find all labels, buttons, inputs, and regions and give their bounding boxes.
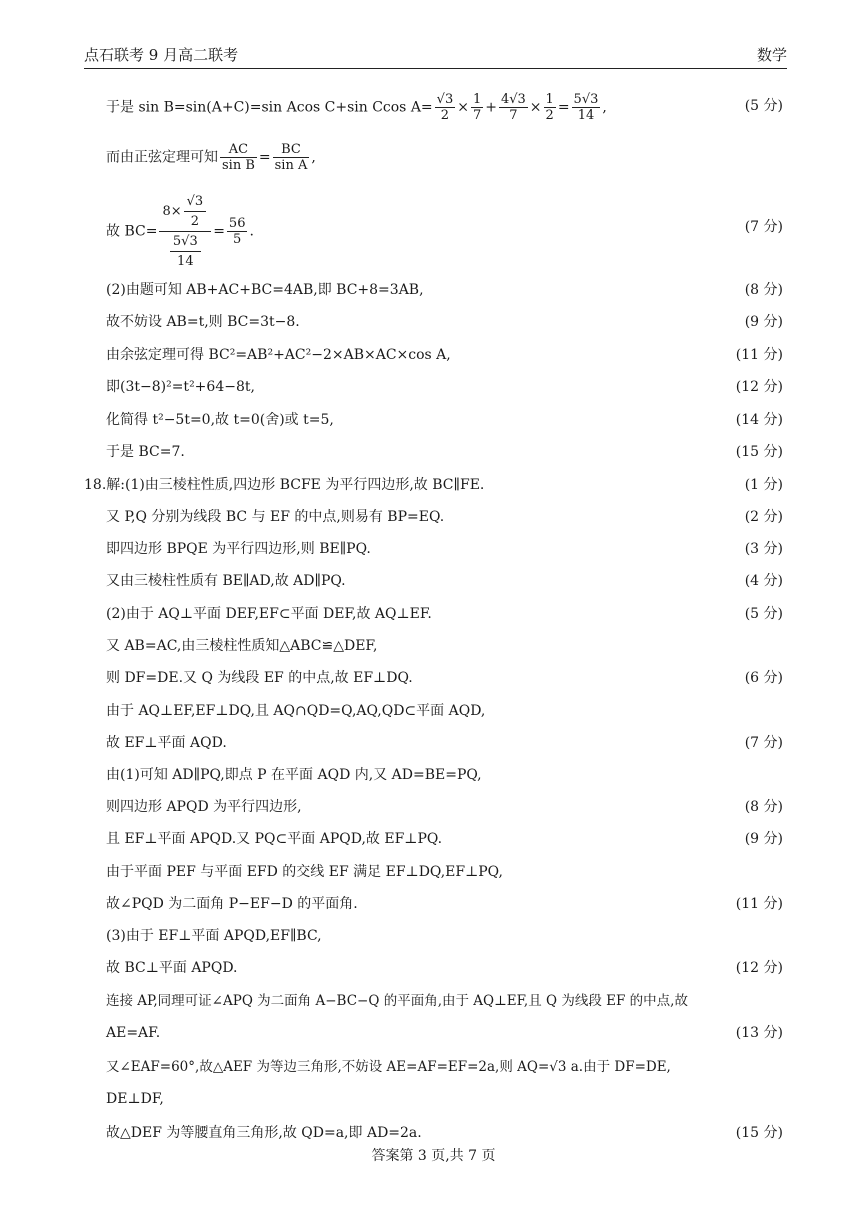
solution-line: 由于 AQ⊥EF,EF⊥DQ,且 AQ∩QD=Q,AQ,QD⊂平面 AQD, bbox=[106, 703, 486, 719]
solution-line: 由于平面 PEF 与平面 EFD 的交线 EF 满足 EF⊥DQ,EF⊥PQ, bbox=[106, 864, 503, 880]
solution-line: 连接 AP,同理可证∠APQ 为二面角 A−BC−Q 的平面角,由于 AQ⊥EF,且 Q 为线段 EF 的中点,故 bbox=[106, 993, 688, 1009]
score-mark: (3 分) bbox=[744, 541, 783, 557]
score-mark: (12 分) bbox=[735, 960, 783, 976]
problem-18-start: 18.解:(1)由三棱柱性质,四边形 BCFE 为平行四边形,故 BC∥FE. bbox=[84, 477, 485, 493]
fraction-numerator: AC bbox=[220, 142, 257, 158]
times-sign: × bbox=[457, 99, 469, 116]
solution-line: 由余弦定理可得 BC²=AB²+AC²−2×AB×AC×cos A, bbox=[106, 347, 451, 363]
solution-line bbox=[106, 194, 783, 269]
fraction-part: 8× bbox=[162, 204, 182, 219]
score-mark: (9 分) bbox=[744, 314, 783, 330]
fraction bbox=[435, 92, 456, 123]
equals-sign: = bbox=[258, 149, 271, 166]
solution-line: 又由三棱柱性质有 BE∥AD,故 AD∥PQ. bbox=[106, 573, 346, 589]
page-header bbox=[84, 42, 787, 69]
fraction-denominator: sin A bbox=[274, 158, 308, 173]
solution-line bbox=[106, 142, 783, 173]
fraction-numerator: 5√3 bbox=[573, 92, 599, 107]
fraction-numerator bbox=[159, 194, 211, 232]
fraction bbox=[499, 92, 528, 123]
line-text: , bbox=[602, 99, 607, 116]
score-mark: (15 分) bbox=[735, 444, 783, 460]
solution-line: 故不妨设 AB=t,则 BC=3t−8. bbox=[106, 314, 300, 330]
score-mark: (5 分) bbox=[744, 98, 783, 114]
fraction-denominator: 14 bbox=[177, 254, 194, 269]
solution-line: 则四边形 APQD 为平行四边形, bbox=[106, 799, 302, 815]
score-mark: (11 分) bbox=[735, 347, 783, 363]
times-sign: × bbox=[529, 99, 542, 116]
fraction-denominator: sin B bbox=[222, 158, 255, 173]
solution-line: 又 AB=AC,由三棱柱性质知△ABC≌△DEF, bbox=[106, 638, 378, 654]
score-mark: (12 分) bbox=[735, 379, 783, 395]
fraction bbox=[572, 92, 601, 123]
solution-line: 化简得 t²−5t=0,故 t=0(舍)或 t=5, bbox=[106, 412, 334, 428]
score-mark: (5 分) bbox=[744, 606, 783, 622]
fraction bbox=[544, 92, 556, 123]
page-footer: 答案第 3 页,共 7 页 bbox=[371, 1148, 496, 1164]
equals-sign: = bbox=[557, 99, 570, 116]
fraction-numerator: 1 bbox=[545, 92, 554, 107]
solution-line: 即(3t−8)²=t²+64−8t, bbox=[106, 379, 255, 395]
fraction-denominator: 2 bbox=[545, 108, 554, 123]
equals-sign: = bbox=[213, 223, 225, 240]
score-mark: (11 分) bbox=[735, 896, 783, 912]
fraction bbox=[471, 92, 483, 123]
fraction-denominator: 7 bbox=[472, 108, 482, 123]
solution-line: 又 P,Q 分别为线段 BC 与 EF 的中点,则易有 BP=EQ. bbox=[106, 509, 445, 525]
line-text: 而由正弦定理可知 bbox=[106, 149, 218, 166]
score-mark: (2 分) bbox=[744, 509, 783, 525]
fraction-numerator: BC bbox=[273, 142, 310, 158]
fraction-denominator: 5 bbox=[233, 232, 242, 247]
solution-line: (2)由题可知 AB+AC+BC=4AB,即 BC+8=3AB, bbox=[106, 282, 424, 298]
solution-line: (3)由于 EF⊥平面 APQD,EF∥BC, bbox=[106, 928, 322, 944]
line-text: 故 BC= bbox=[106, 223, 158, 240]
solution-line: AE=AF. bbox=[106, 1025, 161, 1041]
score-mark: (15 分) bbox=[735, 1125, 783, 1141]
score-mark: (1 分) bbox=[744, 477, 783, 493]
fraction bbox=[170, 234, 201, 269]
fraction-denominator: 14 bbox=[577, 108, 595, 123]
plus-sign: + bbox=[485, 99, 497, 116]
solution-line: 于是 BC=7. bbox=[106, 444, 185, 460]
solution-line: DE⊥DF, bbox=[106, 1091, 164, 1107]
solution-line: 故△DEF 为等腰直角三角形,故 QD=a,即 AD=2a. bbox=[106, 1125, 422, 1141]
subject-label: 数学 bbox=[756, 46, 787, 64]
fraction-numerator: 1 bbox=[472, 92, 482, 107]
score-mark: (9 分) bbox=[744, 831, 783, 847]
solution-line: 故 BC⊥平面 APQD. bbox=[106, 960, 238, 976]
solution-line bbox=[106, 92, 783, 123]
score-mark: (8 分) bbox=[744, 799, 783, 815]
fraction-numerator: 4√3 bbox=[500, 92, 526, 107]
score-mark: (6 分) bbox=[744, 670, 783, 686]
score-mark: (14 分) bbox=[735, 412, 783, 428]
fraction-denominator: 2 bbox=[190, 214, 200, 229]
score-mark: (13 分) bbox=[735, 1025, 783, 1041]
score-mark: (7 分) bbox=[744, 219, 783, 235]
line-text: 于是 sin B=sin(A+C)=sin Acos C+sin Ccos A= bbox=[106, 99, 433, 116]
fraction bbox=[227, 216, 248, 247]
fraction-denominator bbox=[159, 232, 211, 269]
fraction-numerator: √3 bbox=[184, 194, 207, 212]
line-text: . bbox=[249, 223, 254, 240]
fraction bbox=[220, 142, 257, 173]
exam-title: 点石联考 9 月高二联考 bbox=[84, 46, 239, 64]
score-mark: (8 分) bbox=[744, 282, 783, 298]
line-text: , bbox=[311, 149, 316, 166]
solution-line: (2)由于 AQ⊥平面 DEF,EF⊂平面 DEF,故 AQ⊥EF. bbox=[106, 606, 432, 622]
fraction-numerator: 56 bbox=[228, 216, 246, 231]
solution-line: 则 DF=DE.又 Q 为线段 EF 的中点,故 EF⊥DQ. bbox=[106, 670, 413, 686]
fraction-numerator: √3 bbox=[436, 92, 454, 107]
solution-line: 由(1)可知 AD∥PQ,即点 P 在平面 AQD 内,又 AD=BE=PQ, bbox=[106, 767, 482, 783]
solution-line: 又∠EAF=60°,故△AEF 为等边三角形,不妨设 AE=AF=EF=2a,则 AQ=√3 a.由于 DF=DE, bbox=[106, 1059, 671, 1075]
score-mark: (7 分) bbox=[744, 735, 783, 751]
fraction bbox=[184, 194, 207, 229]
solution-line: 故 EF⊥平面 AQD. bbox=[106, 735, 227, 751]
score-mark: (4 分) bbox=[744, 573, 783, 589]
fraction-denominator: 7 bbox=[509, 108, 518, 123]
fraction-numerator: 5√3 bbox=[170, 234, 201, 252]
compound-fraction bbox=[159, 194, 211, 269]
fraction bbox=[273, 142, 310, 173]
fraction-denominator: 2 bbox=[440, 108, 450, 123]
solution-line: 故∠PQD 为二面角 P−EF−D 的平面角. bbox=[106, 896, 358, 912]
solution-line: 即四边形 BPQE 为平行四边形,则 BE∥PQ. bbox=[106, 541, 371, 557]
solution-line: 且 EF⊥平面 APQD.又 PQ⊂平面 APQD,故 EF⊥PQ. bbox=[106, 831, 443, 847]
